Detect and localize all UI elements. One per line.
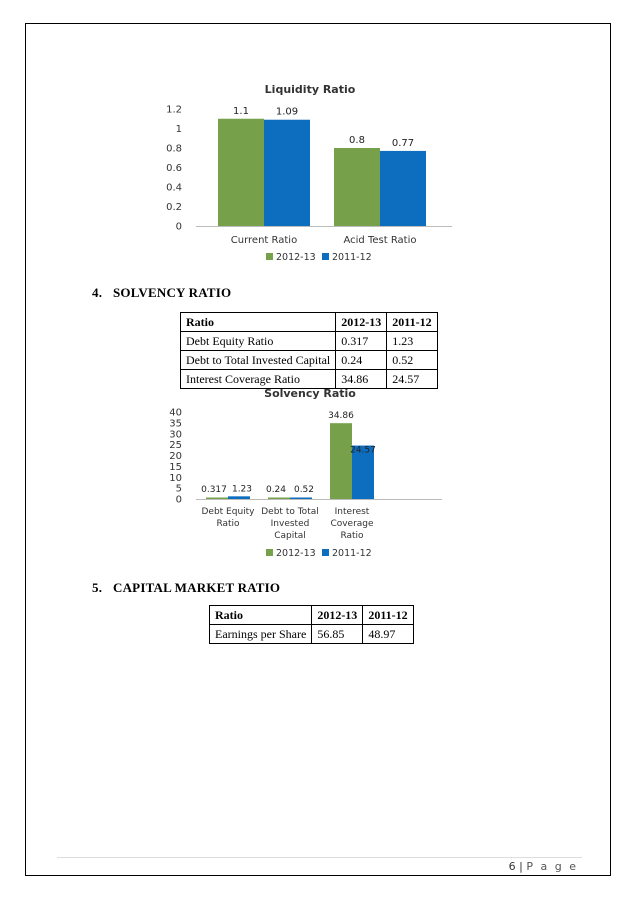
row-label: Earnings per Share [210,625,312,644]
data-label: 1.09 [275,106,299,118]
bar-2011-12 [380,151,426,226]
footer-divider [57,857,582,858]
chart-title: Liquidity Ratio [264,83,356,96]
page-footer [509,860,578,873]
bar-2012-13 [218,119,264,226]
y-tick-label: 35 [169,418,182,430]
bar-2011-12 [290,498,312,500]
y-tick-label: 25 [169,440,182,452]
data-label: 1.23 [231,484,253,495]
cell-value: 48.97 [363,625,413,644]
y-tick-label: 5 [175,483,182,495]
bar-2011-12 [264,120,310,226]
category-label: Current Ratio [230,235,298,246]
data-label: 0.52 [293,485,315,495]
y-tick-label: 1.2 [166,104,182,116]
category-label: Interest [334,507,370,517]
header-ratio: Ratio [210,606,312,625]
category-label: Debt to Total [261,507,319,517]
bar-2012-13 [334,148,380,226]
capital-market-table [209,605,414,644]
solvency-table [180,312,438,389]
row-label: Debt to Total Invested Capital [181,351,336,370]
page-number: 6 [508,860,516,873]
table-header-row [210,606,414,625]
bar-2012-13 [330,423,352,499]
category-label: Ratio [340,531,364,541]
y-tick-label: 0.6 [166,163,182,174]
legend-label: 2012-13 [276,548,316,559]
page-label: P a g e [526,860,578,873]
header-2011-12: 2011-12 [387,313,437,332]
header-ratio: Ratio [181,313,336,332]
data-label: 0.8 [349,135,365,146]
bar-2012-13 [206,498,228,500]
y-tick-label: 0.4 [166,182,182,194]
table-row [181,332,438,351]
cell-value: 56.85 [312,625,363,644]
bar-2011-12 [228,496,250,499]
legend-swatch [322,549,329,556]
legend-swatch [266,549,273,556]
table-header-row [181,313,438,332]
table-row [210,625,414,644]
cell-value: 1.23 [387,332,437,351]
y-tick-label: 0 [175,221,182,233]
cell-value: 24.57 [387,370,437,389]
header-2011-12: 2011-12 [363,606,413,625]
header-2012-13: 2012-13 [336,313,387,332]
data-label: 24.57 [350,445,376,456]
data-label: 0.77 [391,137,415,149]
table-row [181,351,438,370]
category-label: Capital [274,531,306,541]
legend-label: 2011-12 [332,548,372,559]
data-label: 1.1 [233,105,249,117]
cell-value: 34.86 [336,370,387,389]
y-tick-label: 30 [169,429,182,441]
solvency-chart [160,383,460,566]
category-label: Debt Equity [201,507,255,517]
solvency-chart-svg [160,383,460,566]
cell-value: 0.52 [387,351,437,370]
category-label: Acid Test Ratio [343,235,417,246]
data-label: 34.86 [328,411,354,422]
capital-section-number: 5. [92,580,103,595]
legend-label: 2012-13 [276,252,316,263]
capital-section-heading [92,580,280,596]
data-label: 0.317 [201,485,227,495]
footer-separator: | [519,860,523,873]
legend-swatch [322,253,329,260]
y-tick-label: 0.8 [166,143,182,155]
row-label: Debt Equity Ratio [181,332,336,351]
category-label: Invested [270,519,310,529]
header-2012-13: 2012-13 [312,606,363,625]
y-tick-label: 15 [169,461,182,473]
solvency-section-heading [92,285,231,301]
category-label: Ratio [216,519,240,529]
y-tick-label: 40 [169,407,182,419]
row-label: Interest Coverage Ratio [181,370,336,389]
chart-title: Solvency Ratio [264,387,356,400]
legend-swatch [266,253,273,260]
legend-label: 2011-12 [332,252,372,263]
category-label: Coverage [330,519,374,529]
liquidity-chart [160,78,460,273]
y-tick-label: 0.2 [166,202,182,213]
y-tick-label: 20 [169,451,182,462]
solvency-section-title: SOLVENCY RATIO [113,285,232,300]
solvency-section-number: 4. [92,285,103,300]
cell-value: 0.24 [336,351,387,370]
y-tick-label: 10 [169,472,182,484]
y-tick-label: 1 [175,124,182,135]
y-tick-label: 0 [175,494,182,506]
bar-2012-13 [268,498,290,500]
capital-section-title: CAPITAL MARKET RATIO [113,580,281,595]
liquidity-chart-svg [160,78,460,273]
cell-value: 0.317 [336,332,387,351]
data-label: 0.24 [265,485,287,495]
